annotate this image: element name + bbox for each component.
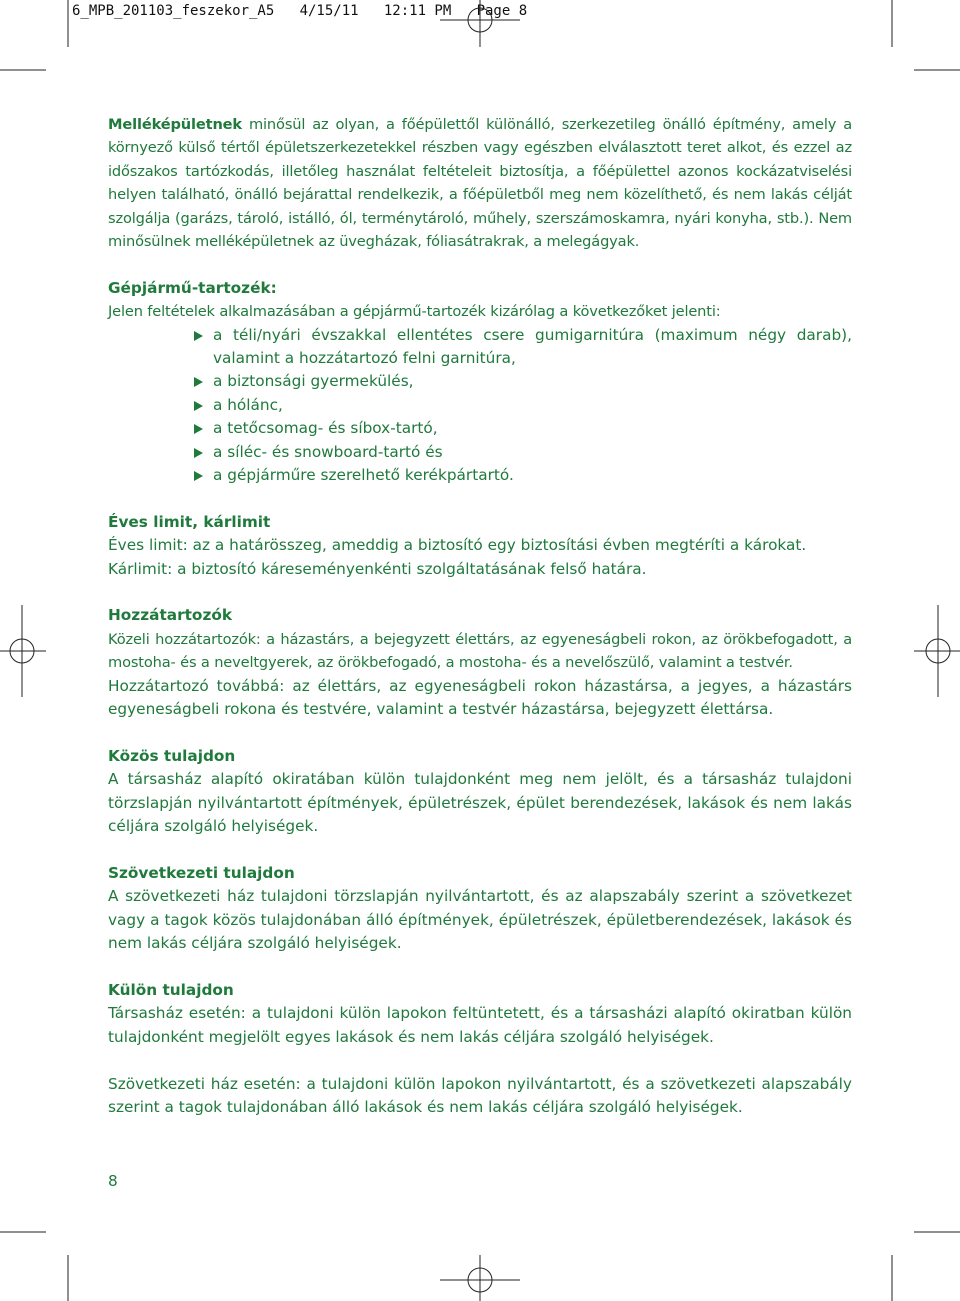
intro-text: minősül az olyan, a főépülettől különálló, szerkezetileg önálló építmény, amely a környező külső tértől épületszerkezetekkel részben vagy egészben elválasztott teret alkot, és ezzel az időszakos tartózkodás, illetőleg használat feltételeit biztosítja, a főépülettel azonos kockázatviselési helyen található, önálló bejárattal rendelkezik, a főépületből meg nem közelíthető, és nem lakás célját szolgálja (garázs, tároló, istálló, ól, terménytároló, műhely, szerszámoskamra, nyári konyha, stb.). Nem minősülnek melléképületnek az üvegházak, fóliasátrakrak, a melegágyak.: [108, 116, 852, 251]
list-item: a téli/nyári évszakkal ellentétes csere gumigarnitúra (maximum négy darab), valamint a hozzátartozó felni garnitúra,: [194, 324, 852, 371]
triangle-bullet-icon: [194, 448, 203, 458]
eves-limit-text: Éves limit: az a határösszeg, ameddig a biztosító egy biztosítási évben megtéríti a károkat.: [108, 536, 807, 555]
triangle-bullet-icon: [194, 377, 203, 387]
hozzatartozok-text-1: Közeli hozzátartozók: a házastárs, a bejegyzett élettárs, az egyeneságbeli rokon, az örökbefogadott, a mostoha- és a neveltgyerek, az örökbefogadó, a mostoha- és a nevelőszülő, valamint a testvér.: [108, 630, 852, 672]
heading-kozos-tulajdon: Közös tulajdon: [108, 746, 236, 765]
szovetkezeti-tulajdon-text: A szövetkezeti ház tulajdoni törzslapján nyilvántartott, és az alapszabály szerint a szövetkezet vagy a tagok közös tulajdonában álló építmények, épületrészek, épületberendezések, lakások és nem lakás céljára szolgáló helyiségek.: [108, 887, 852, 953]
triangle-bullet-icon: [194, 424, 203, 434]
karlimit-text: Kárlimit: a biztosító káreseményenkénti szolgáltatásának felső határa.: [108, 559, 647, 578]
kozos-tulajdon-text: A társasház alapító okiratában külön tulajdonként meg nem jelölt, és a társasház tulajdoni törzslapján nyilvántartott építmények, épületrészek, épület berendezések, lakások és nem lakás céljára szolgáló helyiségek.: [108, 770, 852, 836]
triangle-bullet-icon: [194, 401, 203, 411]
page-number: 8: [108, 1172, 118, 1190]
list-item: a síléc- és snowboard-tartó és: [194, 441, 852, 464]
list-item: a tetőcsomag- és síbox-tartó,: [194, 417, 852, 440]
heading-gepjarmu: Gépjármű-tartozék:: [108, 278, 277, 297]
heading-kulon-tulajdon: Külön tulajdon: [108, 980, 234, 999]
hozzatartozok-text-2: Hozzátartozó továbbá: az élettárs, az egyeneságbeli rokon házastársa, a jegyes, a házastárs egyeneságbeli rokona és testvére, valamint a testvér házastársa, bejegyzett élettársa.: [108, 676, 852, 719]
intro-term: Melléképületnek: [108, 116, 242, 133]
list-item: a hólánc,: [194, 394, 852, 417]
gepjarmu-list: [108, 324, 852, 488]
heading-hozzatartozok: Hozzátartozók: [108, 606, 233, 625]
intro-paragraph: [108, 113, 852, 253]
list-item: a biztonsági gyermekülés,: [194, 370, 852, 393]
kulon-tulajdon-text-2: Szövetkezeti ház esetén: a tulajdoni külön lapokon nyilvántartott, és a szövetkezeti alapszabály szerint a tagok tulajdonában álló lakások és nem lakás céljára szolgáló helyiségek.: [108, 1074, 852, 1116]
heading-szovetkezeti-tulajdon: Szövetkezeti tulajdon: [108, 863, 295, 882]
triangle-bullet-icon: [194, 471, 203, 481]
kulon-tulajdon-text-1: Társasház esetén: a tulajdoni külön lapokon feltüntetett, és a társasházi alapító okiratban külön tulajdonként megjelölt egyes lakások és nem lakás céljára szolgáló helyiségek.: [108, 1004, 852, 1046]
page-content: [108, 113, 852, 1119]
triangle-bullet-icon: [194, 331, 203, 341]
print-slug: 6_MPB_201103_feszekor_A5 4/15/11 12:11 PM Page 8: [72, 3, 528, 19]
gepjarmu-lead: Jelen feltételek alkalmazásában a gépjármű-tartozék kizárólag a következőket jelenti:: [108, 303, 721, 321]
heading-eves-limit: Éves limit, kárlimit: [108, 512, 271, 531]
list-item: a gépjárműre szerelhető kerékpártartó.: [194, 464, 852, 487]
